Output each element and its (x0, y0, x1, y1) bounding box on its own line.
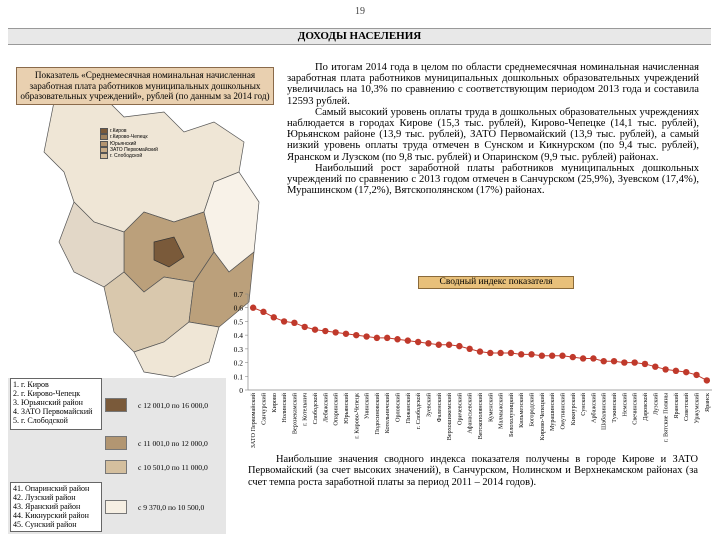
chart-x-tick-label: Унинский (363, 393, 371, 420)
legend-tier-3 (8, 456, 226, 478)
chart-x-tick-label: г. Кирово-Чепецк (353, 393, 361, 439)
chart-point (363, 333, 369, 339)
chart-point (405, 337, 411, 343)
chart-x-tick-label: Лузский (652, 393, 660, 415)
map-legend-label: ЗАТО Первомайский (110, 146, 158, 153)
index-chart (220, 290, 715, 450)
chart-x-tick-label: Свечинский (631, 393, 639, 425)
chart-point (332, 329, 338, 335)
legend-tier-item: 3. Юрьянский район (13, 398, 83, 407)
chart-point (683, 369, 689, 375)
body-text (287, 62, 699, 196)
map-legend-label: г.Кирово-Чепецк (110, 134, 148, 141)
legend-tier-list (10, 378, 102, 430)
map-indicator-caption: Показатель «Среднемесячная номинальная начисленная заработная плата работников муниципальных дошкольных образовательных учреждений», рублей (по данным за 2014 год) (16, 67, 274, 105)
chart-point (250, 305, 256, 311)
chart-y-tick-label: 0.7 (233, 290, 243, 299)
chart-point (549, 353, 555, 359)
chart-x-tick-label: Кильмезский (518, 393, 526, 428)
legend-tier-item: 4. ЗАТО Первомайский (13, 407, 93, 416)
chart-x-tick-label: Немский (621, 393, 629, 417)
chart-point (662, 366, 668, 372)
chart-x-tick-label: Зуевский (425, 393, 433, 418)
chart-point (673, 368, 679, 374)
body-paragraph-1: По итогам 2014 года в целом по области среднемесячная номинальная начисленная заработная плата работников муниципальных дошкольных образовательных учреждений увеличилась на 10,3% по сравнению с соответствующим периодом 2013 года и составила 12593 рублей. (287, 62, 699, 107)
legend-tier-item: 45. Сунский район (13, 520, 77, 529)
chart-x-tick-label: Арбажский (590, 393, 598, 423)
chart-point (704, 377, 710, 383)
body-paragraph-3: Наибольший рост заработной платы работников муниципальных дошкольных учреждений по сравнению с 2013 годом отмечен в Санчурском (25,9%), Зуевском (17,4%), Мурашинском (17,2%), Вятскополянском (17%) районах. (287, 162, 699, 197)
chart-x-tick-label: Кирово (270, 393, 278, 413)
legend-range: с 11 001,0 по 12 000,0 (138, 439, 208, 448)
chart-point (353, 332, 359, 338)
chart-point (621, 359, 627, 365)
chart-x-tick-label: Яранск (703, 393, 711, 413)
chart-point (487, 350, 493, 356)
map-legend-item (100, 153, 170, 159)
chart-point (425, 340, 431, 346)
chart-x-tick-label: Оричевский (456, 393, 464, 425)
chart-point (343, 331, 349, 337)
chart-point (693, 372, 699, 378)
chart-point (374, 335, 380, 341)
chart-y-tick-label: 0.5 (233, 317, 243, 327)
chart-x-tick-label: Слободской (312, 393, 320, 425)
chart-point (497, 350, 503, 356)
legend-tier-item: 42. Лузский район (13, 493, 76, 502)
map-legend-label: г.Киров (110, 128, 127, 134)
legend-tier-4 (8, 480, 226, 534)
chart-x-tick-label: Куменский (487, 393, 495, 423)
chart-y-tick-label: 0.3 (233, 344, 243, 354)
chart-point (539, 353, 545, 359)
chart-point (312, 326, 318, 332)
chart-point (601, 358, 607, 364)
chart-point (281, 318, 287, 324)
chart-point (456, 343, 462, 349)
legend-tier-2 (8, 432, 226, 454)
legend-range: с 12 001,0 по 16 000,0 (138, 401, 209, 410)
chart-x-tick-label: Фаленский (435, 393, 443, 423)
legend-tier-list (10, 482, 102, 532)
chart-x-tick-label: Верхошижемский (446, 393, 454, 441)
chart-point (291, 320, 297, 326)
chart-y-tick-label: 0 (239, 386, 243, 395)
legend-tier-item: 41. Опаринский район (13, 484, 90, 493)
chart-x-tick-label: Малмыжский (497, 393, 505, 430)
chart-x-tick-label: г. Вятские Поляны (662, 393, 670, 442)
chart-point (466, 346, 472, 352)
chart-x-tick-label: Подосиновский (373, 393, 381, 435)
chart-x-tick-label: Вятскополянский (477, 393, 484, 440)
chart-x-tick-label: Сунский (580, 393, 588, 416)
chart-point (302, 324, 308, 330)
chart-point (394, 336, 400, 342)
chart-point (559, 353, 565, 359)
chart-x-tick-label: Яранский (672, 393, 680, 419)
legend-swatch (105, 460, 127, 474)
legend-tier-1 (8, 378, 226, 432)
chart-x-tick-label: Кирово-Чепецкий (538, 393, 546, 441)
legend-tier-item: 2. г. Кирово-Чепецк (13, 389, 81, 398)
legend-range: с 9 370,0 по 10 500,0 (138, 503, 205, 512)
chart-point (652, 363, 658, 369)
legend-box (8, 378, 226, 534)
chart-point (528, 351, 534, 357)
chart-point (570, 354, 576, 360)
chart-x-tick-label: Даровской (641, 393, 649, 421)
legend-swatch (105, 500, 127, 514)
chart-x-tick-label: Афанасьевский (466, 393, 474, 434)
chart-y-tick-label: 0.1 (233, 372, 243, 382)
chart-x-tick-label: Орловский (394, 393, 402, 422)
chart-y-tick-label: 0.6 (233, 303, 243, 313)
chart-x-tick-label: г. Слободской (415, 393, 423, 430)
chart-x-tick-label: Верхнекамский (291, 393, 299, 435)
chart-x-tick-label: Омутнинский (559, 393, 567, 430)
map-legend (100, 128, 170, 159)
chart-x-tick-label: Советский (683, 393, 691, 422)
chart-point (446, 342, 452, 348)
chart-x-tick-label: ЗАТО Первомайский (250, 393, 258, 449)
chart-point (322, 328, 328, 334)
chart-point (260, 309, 266, 315)
conclusion-text (248, 454, 698, 488)
legend-tier-item: 43. Яранский район (13, 502, 81, 511)
chart-x-tick-label: Юрьянский (342, 393, 350, 424)
chart-x-tick-label: Лебяжский (322, 393, 330, 423)
chart-point (518, 351, 524, 357)
chart-x-tick-label: г. Котельнич (301, 393, 309, 426)
chart-point (642, 361, 648, 367)
chart-point (508, 350, 514, 356)
chart-series-line (253, 308, 707, 381)
legend-swatch (105, 398, 127, 412)
chart-point (611, 358, 617, 364)
legend-tier-item: 1. г. Киров (13, 380, 49, 389)
chart-y-tick-label: 0.2 (233, 358, 243, 368)
chart-point (631, 359, 637, 365)
legend-swatch (105, 436, 127, 450)
conclusion-paragraph: Наибольшие значения сводного индекса показателя получены в городе Кирове и ЗАТО Первомайский (за счет высоких значений), в Санчурском, Нолинском и Верхнекамском районах (за счет темпа роста заработной платы за период 2011 – 2014 годов). (248, 454, 698, 488)
chart-point (436, 342, 442, 348)
chart-point (384, 335, 390, 341)
chart-x-tick-label: Богородский (528, 393, 536, 427)
chart-x-tick-label: Уржумский (693, 393, 701, 424)
legend-range: с 10 501,0 по 11 000,0 (138, 463, 208, 472)
chart-x-tick-label: Кикнурский (569, 393, 577, 426)
chart-y-tick-label: 0.4 (233, 331, 243, 341)
chart-point (580, 355, 586, 361)
chart-x-tick-label: Мурашинский (549, 393, 557, 432)
chart-point (590, 355, 596, 361)
chart-point (415, 339, 421, 345)
page-number: 19 (355, 6, 365, 17)
chart-point (271, 314, 277, 320)
chart-x-tick-label: Пижанский (404, 393, 412, 424)
chart-x-tick-label: Шабалинский (600, 393, 608, 431)
page-title: ДОХОДЫ НАСЕЛЕНИЯ (8, 28, 711, 45)
chart-x-tick-label: Котельничский (384, 393, 392, 434)
map-legend-label: Юрьянский (110, 140, 137, 147)
legend-tier-item: 44. Кикнурский район (13, 511, 89, 520)
chart-x-tick-label: Опаринский (332, 393, 340, 426)
chart-x-tick-label: Санчурский (260, 393, 268, 425)
chart-x-tick-label: Нолинский (281, 393, 289, 423)
chart-x-tick-label: Тужинский (611, 393, 619, 423)
chart-point (477, 348, 483, 354)
map-legend-label: г. Слободской (110, 153, 143, 160)
chart-title: Сводный индекс показателя (418, 276, 574, 289)
legend-tier-item: 5. г. Слободской (13, 416, 68, 425)
chart-x-tick-label: Белохолуницкий (507, 393, 515, 437)
body-paragraph-2: Самый высокий уровень оплаты труда в дошкольных образовательных учреждениях наблюдается в городах Кирове (15,3 тыс. рублей), Кирово-Чепецке (14,1 тыс. рублей), Юрьянском районе (13,9 тыс. рублей), ЗАТО Первомайский (13,9 тыс. рублей), а самый низкий уровень оплаты труда отмечен в Сунском и Кикнурском (по 9,4 тыс. рублей), Яранском и Лузском (по 9,8 тыс. рублей) и Опаринском (9,9 тыс. рублей) районах. (287, 106, 699, 163)
